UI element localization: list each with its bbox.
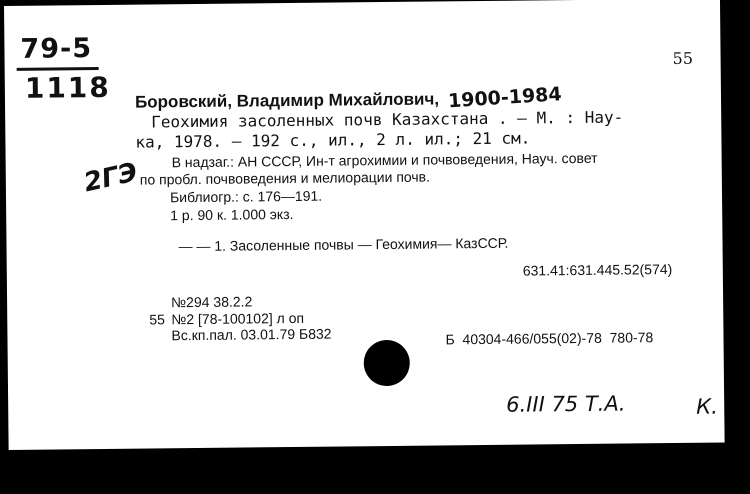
udc-code: 631.41:631.445.52(574) — [522, 261, 673, 279]
call-number-top: 79-5 — [20, 33, 93, 65]
punch-hole — [364, 340, 410, 386]
record-line-2: №2 [78-100102] л оп — [171, 309, 305, 328]
author-name: Боровский, Владимир Михайлович, — [134, 89, 440, 112]
call-number-bottom: 1118 — [24, 70, 111, 105]
price-run-line: 1 р. 90 к. 1.000 экз. — [170, 205, 294, 224]
note-line-1: В надзаг.: АН СССР, Ин-т агрохимии и почвоведения, Науч. совет — [171, 149, 598, 171]
record-line-2-prefix: 55 — [149, 311, 165, 328]
record-line-1: №294 38.2.2 — [171, 293, 253, 311]
handwritten-bottom-note: 6.III 75 Т.А. — [506, 391, 626, 417]
author-dates: 1900-1984 — [447, 83, 563, 113]
subject-headings: — — 1. Засоленные почвы — Геохимия— КазССР. — [178, 234, 509, 255]
title-line-2: ка, 1978. — 192 с., ил., 2 л. ил.; 21 см. — [135, 128, 531, 152]
page-number: 55 — [672, 48, 694, 69]
handwritten-corner-mark: К. — [696, 394, 718, 419]
record-line-3: Вс.кп.пал. 03.01.79 Б832 — [171, 325, 332, 344]
catalog-card — [4, 0, 725, 450]
bibliography-note: Библиогр.: с. 176—191. — [169, 187, 323, 206]
handwritten-margin-mark: 2ГЭ — [81, 157, 141, 199]
catalog-code: Б 40304-466/055(02)-78 780-78 — [445, 329, 654, 348]
note-line-2: по пробл. почвоведения и мелиорации почв. — [139, 168, 431, 188]
title-line-1: Геохимия засоленных почв Казахстана . — М. : Нау- — [151, 107, 624, 132]
